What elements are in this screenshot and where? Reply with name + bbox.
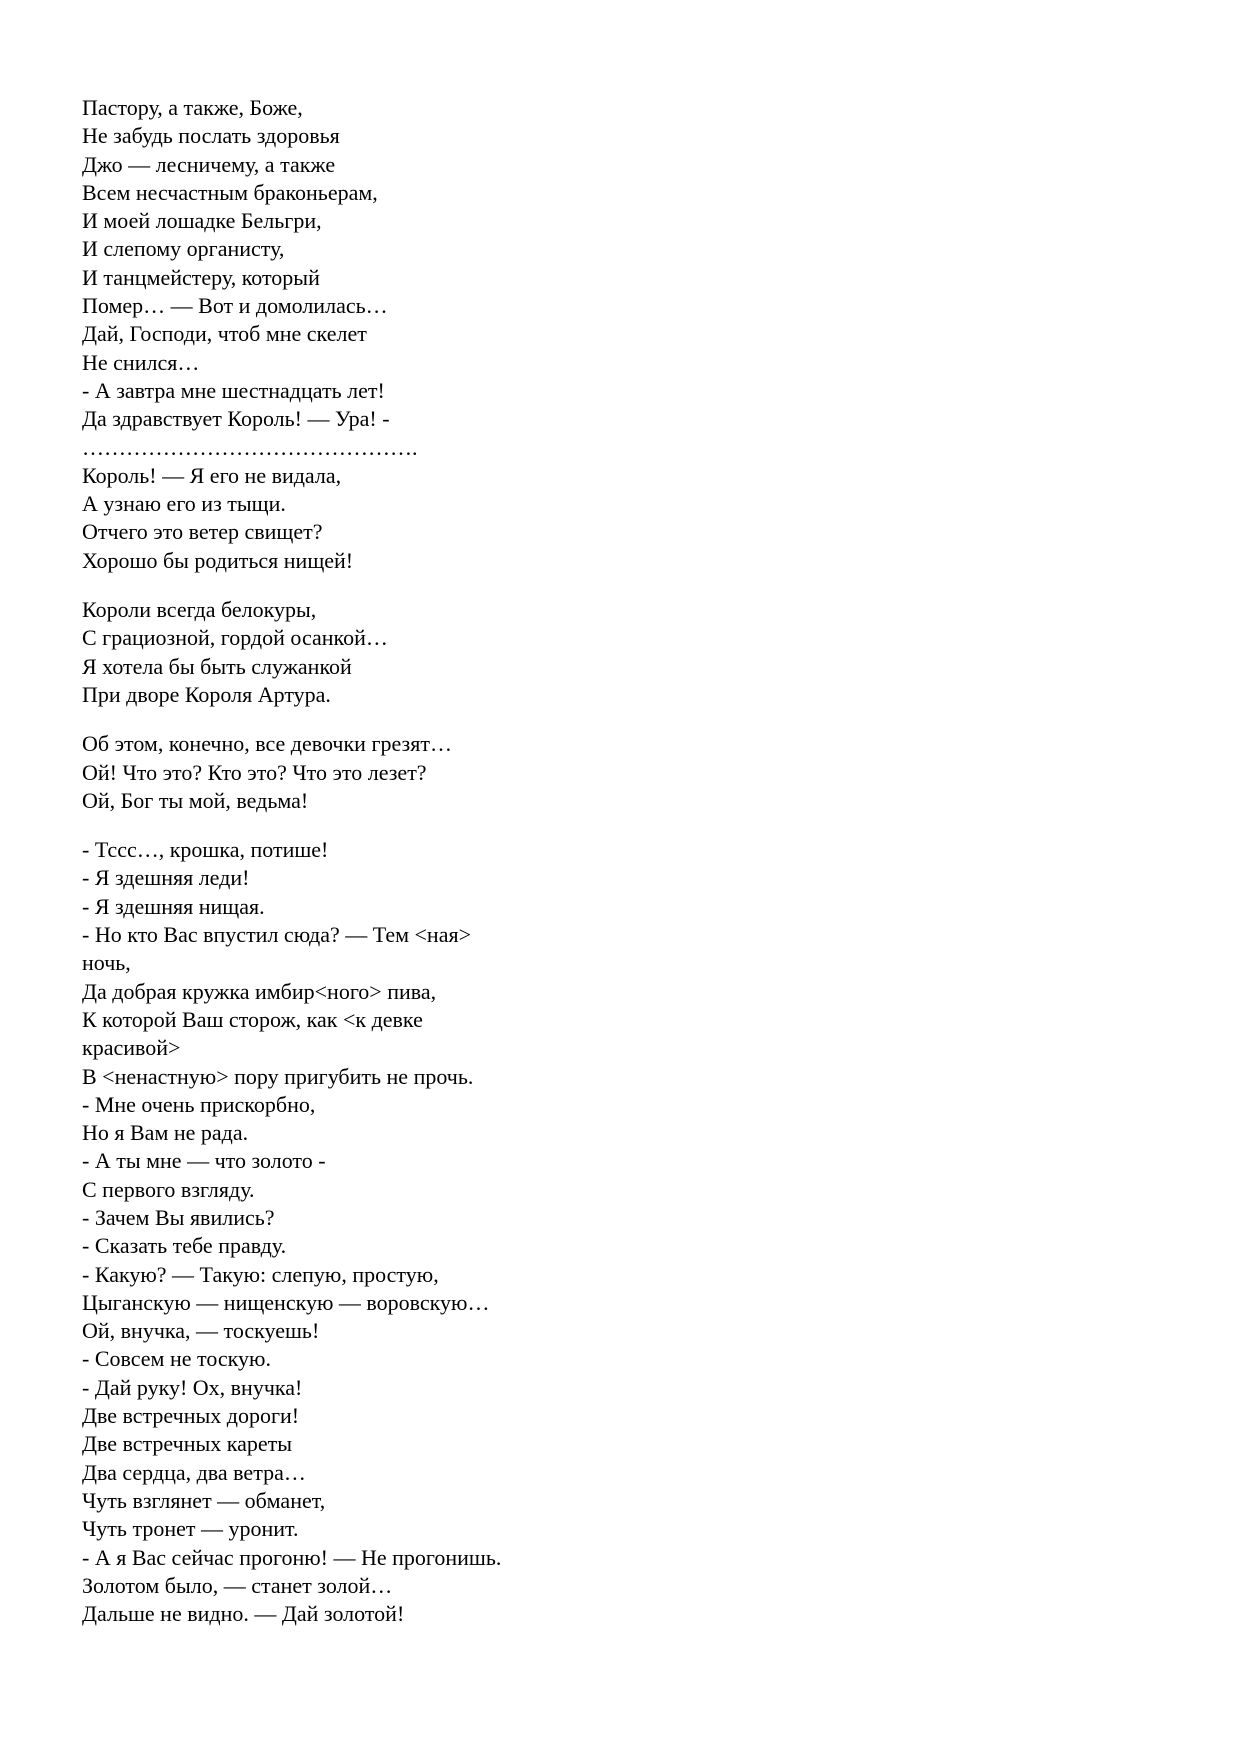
text-line: Два сердца, два ветра… xyxy=(82,1459,306,1485)
text-line: - А завтра мне шестнадцать лет! xyxy=(82,377,385,403)
text-line: - Тссс…, крошка, потише! xyxy=(82,837,329,863)
text-line: И слепому органисту, xyxy=(82,236,285,262)
text-line: Король! — Я его не видала, xyxy=(82,462,342,488)
text-line: - Зачем Вы явились? xyxy=(82,1204,275,1230)
text-line: - Я здешняя леди! xyxy=(82,865,250,891)
text-line: - Совсем не тоскую. xyxy=(82,1346,271,1372)
text-line: А узнаю его из тыщи. xyxy=(82,491,286,517)
text-line: - Мне очень прискорбно, xyxy=(82,1091,316,1117)
text-line: - А ты мне — что золото - xyxy=(82,1148,326,1174)
text-line: Цыганскую — нищенскую — воровскую… xyxy=(82,1289,490,1315)
text-line: - Какую? — Такую: слепую, простую, xyxy=(82,1261,439,1287)
text-line: Чуть тронет — уронит. xyxy=(82,1516,299,1542)
text-line: При дворе Короля Артура. xyxy=(82,681,331,707)
text-line: Хорошо бы родиться нищей! xyxy=(82,547,354,573)
text-line: Не снился… xyxy=(82,349,200,375)
stanza xyxy=(82,836,782,1628)
text-line: Ой, внучка, — тоскуешь! xyxy=(82,1318,320,1344)
text-line: - Но кто Вас впустил сюда? — Тем <ная> xyxy=(82,922,471,948)
text-line: Две встречных дороги! xyxy=(82,1403,300,1429)
stanza xyxy=(82,596,782,709)
text-line: И танцмейстеру, который xyxy=(82,264,320,290)
text-line: Ой! Что это? Кто это? Что это лезет? xyxy=(82,759,427,785)
text-line: Ой, Бог ты мой, ведьма! xyxy=(82,787,309,813)
text-line: - А я Вас сейчас прогоню! — Не прогонишь. xyxy=(82,1544,502,1570)
text-line: С грациозной, гордой осанкой… xyxy=(82,625,388,651)
text-line: ночь, xyxy=(82,950,131,976)
text-line: Всем несчастным браконьерам, xyxy=(82,179,378,205)
text-line: Пастору, а также, Боже, xyxy=(82,95,303,120)
text-line: Отчего это ветер свищет? xyxy=(82,519,323,545)
text-line: Об этом, конечно, все девочки грезят… xyxy=(82,731,452,757)
text-line: В <ненастную> пору пригубить не прочь. xyxy=(82,1063,474,1089)
poem-text xyxy=(82,94,782,1628)
stanza xyxy=(82,94,782,575)
stanza xyxy=(82,730,782,815)
text-line: Но я Вам не рада. xyxy=(82,1120,249,1146)
text-line: - Сказать тебе правду. xyxy=(82,1233,287,1259)
text-line: С первого взгляду. xyxy=(82,1176,255,1202)
text-line: Две встречных кареты xyxy=(82,1431,293,1457)
text-line: Да добрая кружка имбир<ного> пива, xyxy=(82,978,437,1004)
text-line: Дай, Господи, чтоб мне скелет xyxy=(82,321,367,347)
text-line: Не забудь послать здоровья xyxy=(82,123,340,149)
text-line: И моей лошадке Бельгри, xyxy=(82,208,322,234)
text-line: - Я здешняя нищая. xyxy=(82,893,265,919)
text-line: - Дай руку! Ох, внучка! xyxy=(82,1374,303,1400)
text-line: Золотом было, — станет золой… xyxy=(82,1572,393,1598)
text-line: Дальше не видно. — Дай золотой! xyxy=(82,1601,405,1627)
text-line: Джо — лесничему, а также xyxy=(82,151,336,177)
text-line: ………………………………………. xyxy=(82,434,418,460)
text-line: красивой> xyxy=(82,1035,181,1061)
text-line: К которой Ваш сторож, как <к девке xyxy=(82,1006,423,1032)
text-line: Короли всегда белокуры, xyxy=(82,597,317,623)
text-line: Я хотела бы быть служанкой xyxy=(82,653,352,679)
text-line: Помер… — Вот и домолилась… xyxy=(82,293,388,319)
text-line: Чуть взглянет — обманет, xyxy=(82,1487,326,1513)
text-line: Да здравствует Король! — Ура! - xyxy=(82,406,390,432)
